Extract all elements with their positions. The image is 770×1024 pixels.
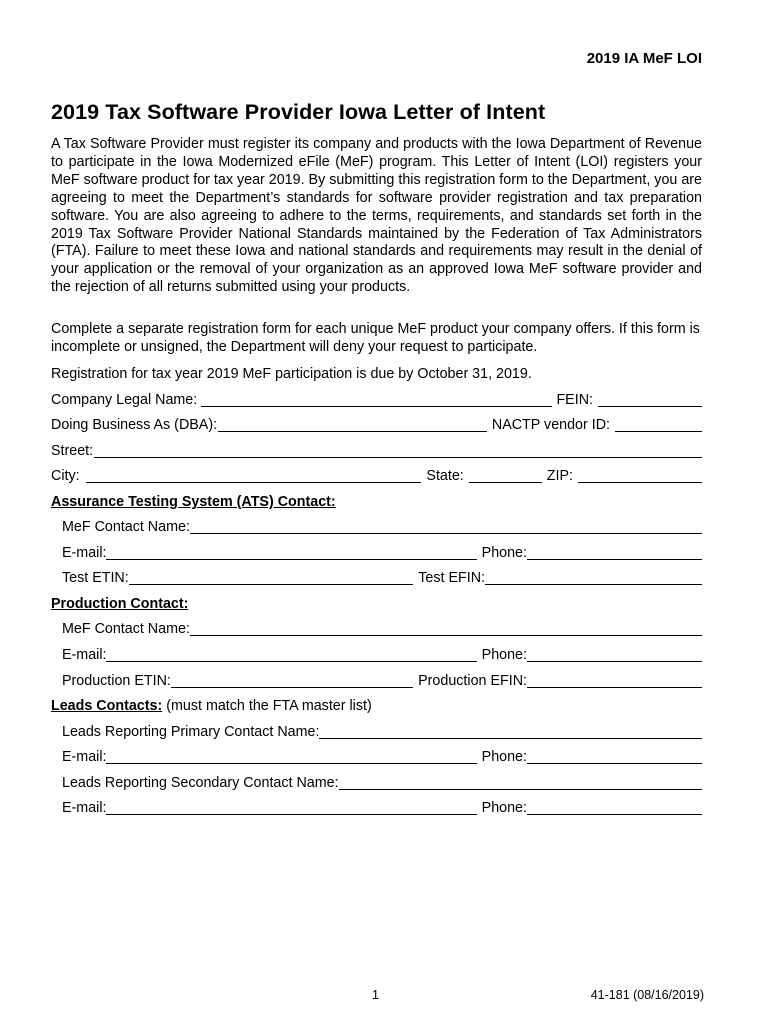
- test-etin-label: Test ETIN:: [62, 570, 129, 586]
- form-code: 41-181 (08/16/2019): [590, 988, 704, 1002]
- leads-secondary-phone-field[interactable]: [527, 799, 702, 815]
- ats-etin-row: [62, 569, 702, 587]
- ats-phone-field[interactable]: [527, 544, 702, 560]
- city-label: City:: [51, 468, 80, 484]
- company-name-row: [51, 391, 702, 409]
- production-phone-label: Phone:: [481, 647, 527, 663]
- leads-primary-row: [62, 723, 702, 741]
- ats-email-field[interactable]: [106, 544, 476, 560]
- production-contact-heading: Production Contact:: [51, 596, 189, 612]
- ats-phone-label: Phone:: [481, 545, 527, 561]
- dba-label: Doing Business As (DBA):: [51, 417, 218, 433]
- test-etin-field[interactable]: [129, 569, 414, 585]
- street-field[interactable]: [94, 442, 702, 458]
- production-email-row: [62, 646, 702, 664]
- nactp-vendor-id-field[interactable]: [615, 416, 702, 432]
- state-field[interactable]: [469, 467, 542, 483]
- separate-form-paragraph: Complete a separate registration form for each unique MeF product your company offers. If this form is incomplete or unsigned, the Department will deny your request to participate.: [51, 321, 700, 355]
- ats-email-row: [62, 544, 702, 562]
- zip-label: ZIP:: [546, 468, 573, 484]
- city-field[interactable]: [86, 467, 422, 483]
- company-legal-name-field[interactable]: [201, 391, 552, 407]
- state-label: State:: [426, 468, 464, 484]
- street-row: [51, 442, 702, 460]
- production-efin-label: Production EFIN:: [418, 673, 527, 689]
- leads-contacts-heading: Leads Contacts:: [51, 698, 163, 714]
- ats-email-label: E-mail:: [62, 545, 107, 561]
- ats-heading-row: [51, 493, 702, 511]
- intro-paragraph: A Tax Software Provider must register its company and products with the Iowa Department of Revenue to participate in the Iowa Modernized eFile (MeF) program. This Letter of Intent (LOI) registers your MeF software product for tax year 2019. By submitting this registration form to the Department, you are agreeing to meet the Department’s standards for software provider registration and tax preparation software. You are also agreeing to adhere to the terms, requirements, and standards set forth in the 2019 Tax Software Provider National Standards maintained by the Federation of Tax Administrators (FTA). Failure to meet these Iowa and national standards and requirements may result in the denial of your application or the removal of your organization as an approved Iowa MeF software provider and the rejection of all returns submitted using your products.: [51, 136, 702, 296]
- leads-contacts-note: (must match the FTA master list): [166, 698, 372, 714]
- production-contact-name-field[interactable]: [190, 620, 702, 636]
- leads-secondary-row: [62, 774, 702, 792]
- leads-primary-name-label: Leads Reporting Primary Contact Name:: [62, 724, 320, 740]
- fein-field[interactable]: [598, 391, 702, 407]
- production-email-label: E-mail:: [62, 647, 107, 663]
- leads-primary-email-label: E-mail:: [62, 749, 107, 765]
- street-label: Street:: [51, 443, 94, 459]
- production-phone-field[interactable]: [527, 646, 702, 662]
- leads-primary-phone-label: Phone:: [481, 749, 527, 765]
- production-etin-label: Production ETIN:: [62, 673, 171, 689]
- leads-primary-name-field[interactable]: [319, 723, 702, 739]
- city-state-zip-row: [51, 467, 702, 485]
- leads-secondary-name-field[interactable]: [339, 774, 702, 790]
- page-number: 1: [372, 988, 379, 1002]
- ats-name-row: [62, 518, 702, 536]
- ats-contact-heading: Assurance Testing System (ATS) Contact:: [51, 494, 336, 510]
- production-heading-row: [51, 595, 702, 613]
- company-legal-name-label: Company Legal Name:: [51, 392, 198, 408]
- leads-secondary-phone-label: Phone:: [481, 800, 527, 816]
- leads-secondary-email-field[interactable]: [106, 799, 476, 815]
- production-contact-name-label: MeF Contact Name:: [62, 621, 190, 637]
- production-etin-field[interactable]: [171, 672, 413, 688]
- leads-secondary-name-label: Leads Reporting Secondary Contact Name:: [62, 775, 339, 791]
- nactp-vendor-id-label: NACTP vendor ID:: [491, 417, 610, 433]
- ats-contact-name-label: MeF Contact Name:: [62, 519, 190, 535]
- page-title: 2019 Tax Software Provider Iowa Letter of Intent: [51, 100, 546, 124]
- fein-label: FEIN:: [556, 392, 593, 408]
- due-date-paragraph: Registration for tax year 2019 MeF participation is due by October 31, 2019.: [51, 366, 532, 382]
- leads-primary-email-row: [62, 748, 702, 766]
- leads-primary-email-field[interactable]: [106, 748, 476, 764]
- form-tag: 2019 IA MeF LOI: [586, 50, 702, 67]
- leads-heading-row: [51, 697, 702, 715]
- test-efin-field[interactable]: [485, 569, 702, 585]
- production-email-field[interactable]: [106, 646, 476, 662]
- dba-field[interactable]: [218, 416, 487, 432]
- dba-row: [51, 416, 702, 434]
- test-efin-label: Test EFIN:: [418, 570, 485, 586]
- leads-secondary-email-row: [62, 799, 702, 817]
- zip-field[interactable]: [578, 467, 702, 483]
- production-name-row: [62, 620, 702, 638]
- production-efin-field[interactable]: [527, 672, 702, 688]
- leads-secondary-email-label: E-mail:: [62, 800, 107, 816]
- production-etin-row: [62, 672, 702, 690]
- ats-contact-name-field[interactable]: [190, 518, 702, 534]
- leads-primary-phone-field[interactable]: [527, 748, 702, 764]
